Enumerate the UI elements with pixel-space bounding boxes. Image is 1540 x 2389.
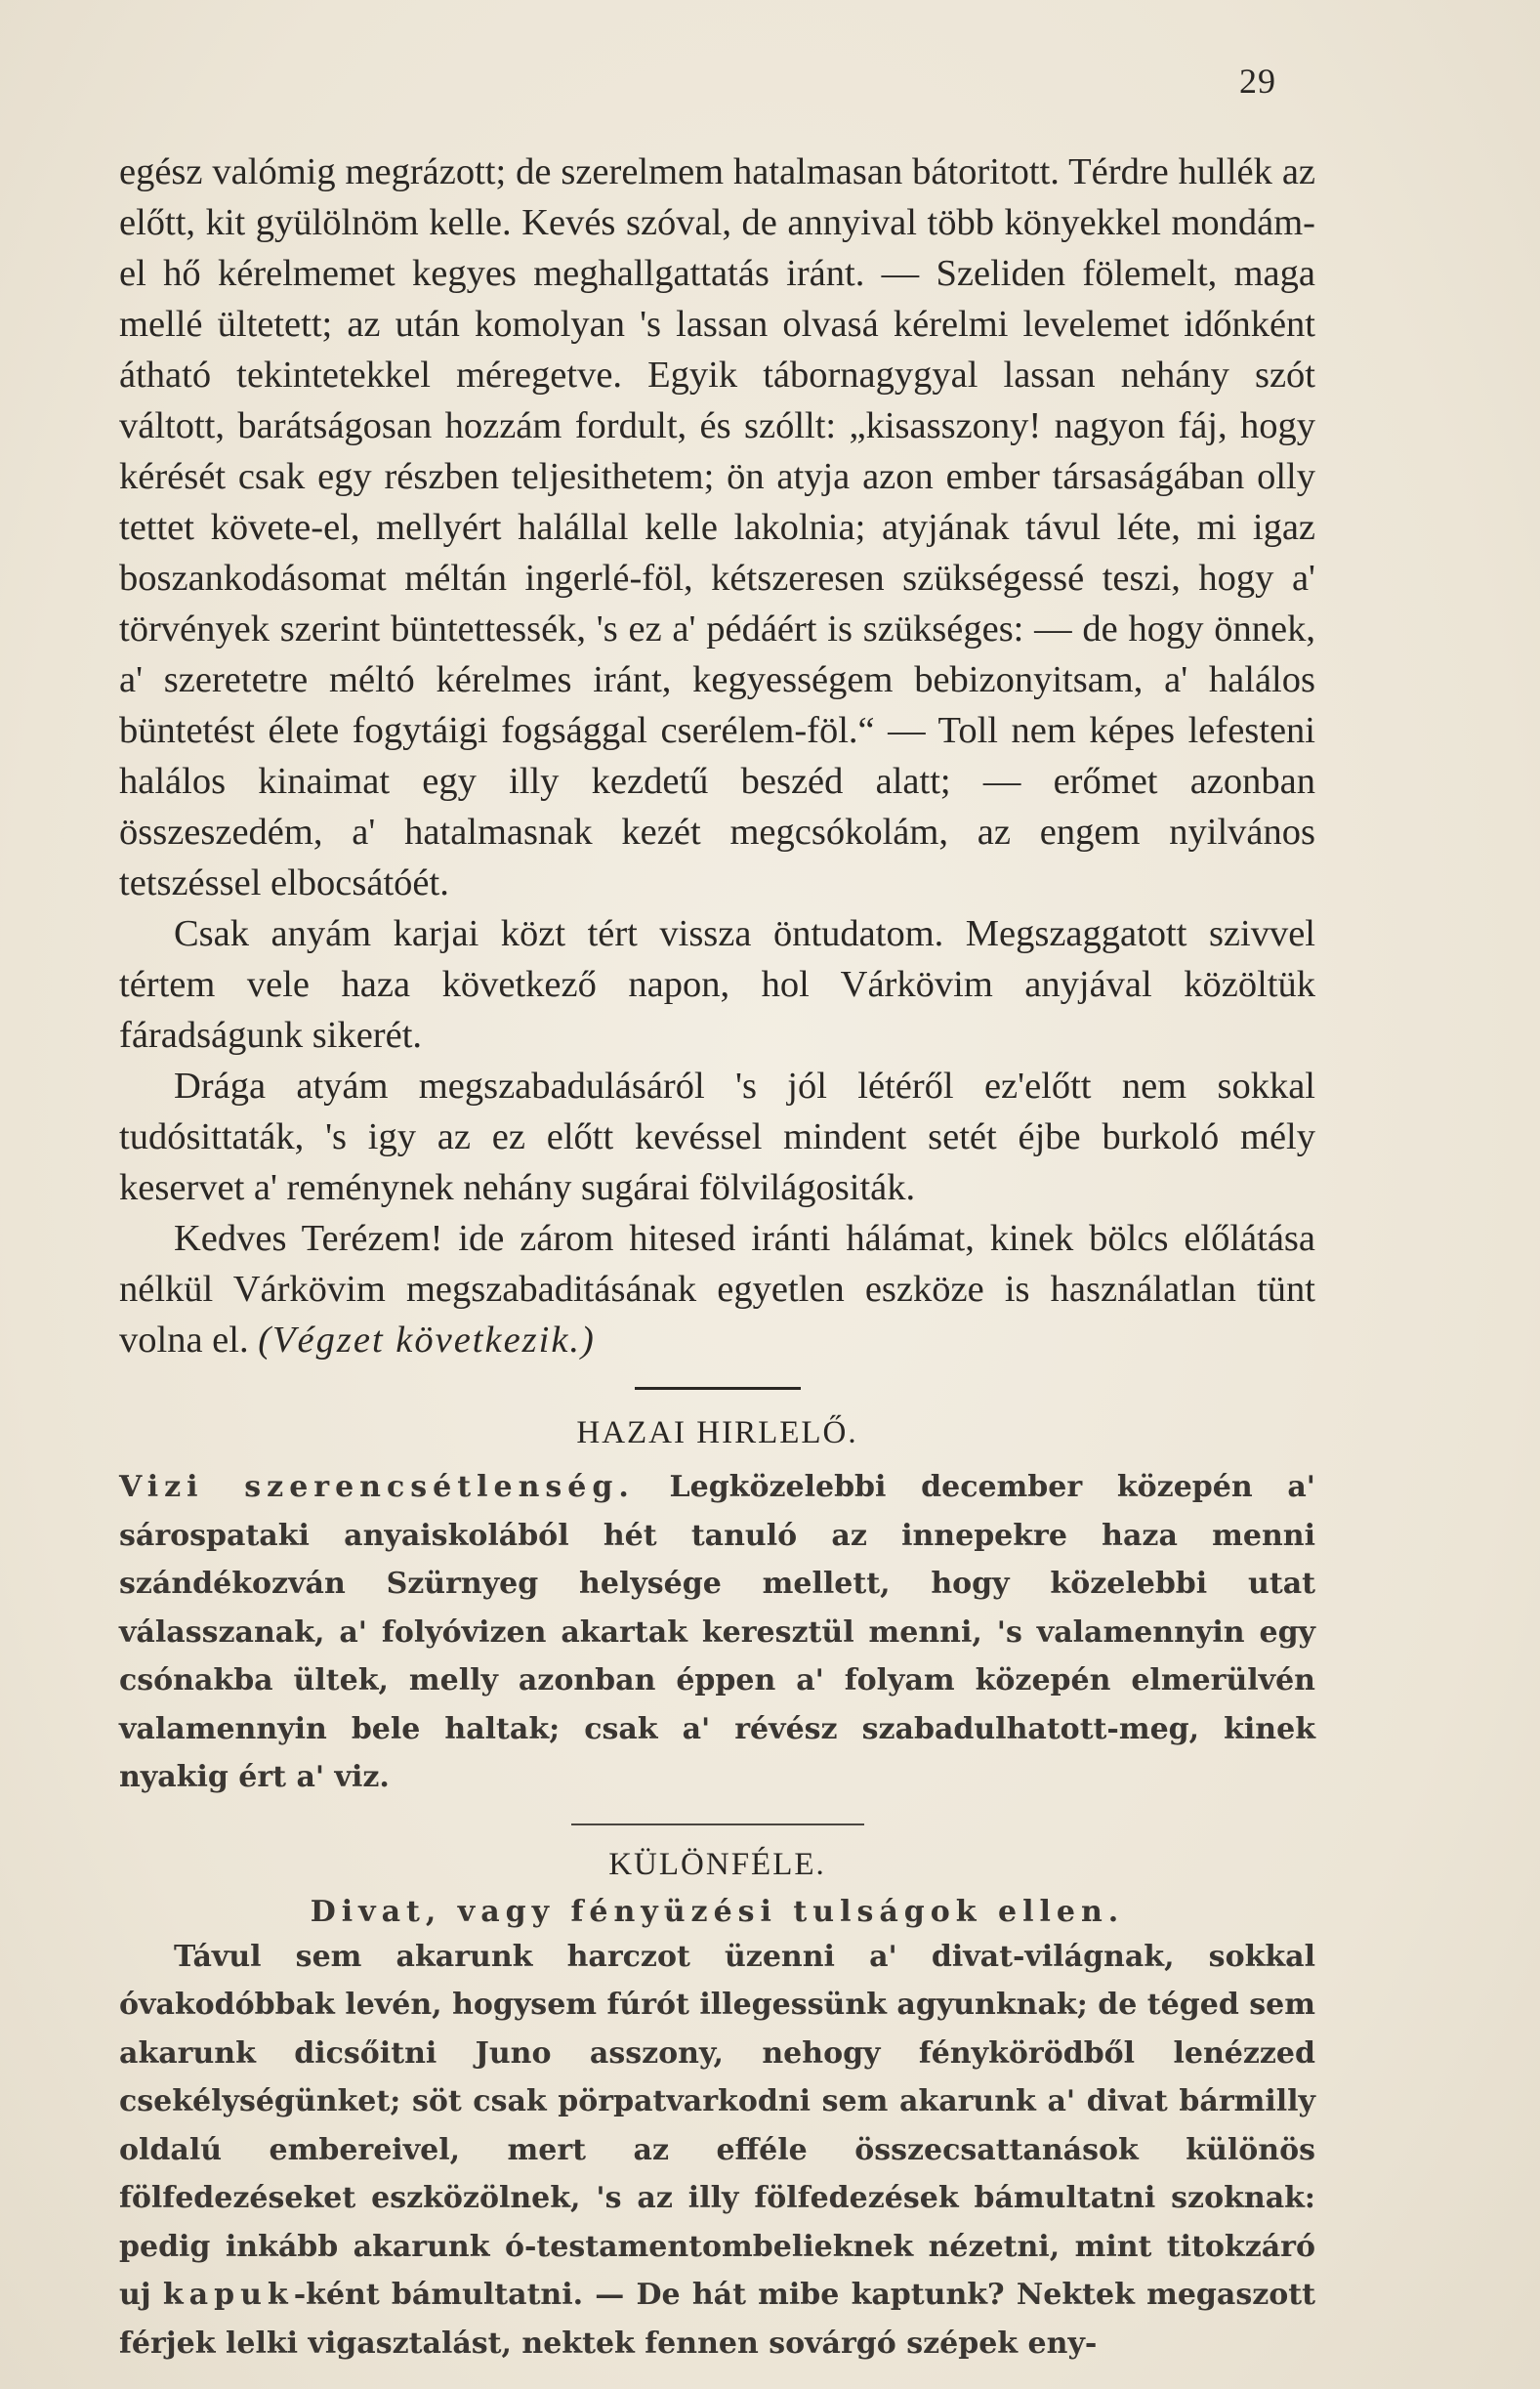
misc-subtitle: Divat, vagy fényüzési tulságok ellen. [310, 1894, 1125, 1929]
story-paragraph-4-text: Kedves Terézem! ide zárom hitesed iránti hálámat, kinek bölcs előlátása nélkül Várkövim megszabaditásának egyetlen eszköze is használatlan tünt volna el. [119, 1218, 1315, 1361]
misc-kapuk: kapuk [162, 2278, 294, 2312]
story-paragraph-2: Csak anyám karjai közt tért vissza öntudatom. Megszaggatott szivvel tértem vele haza következő napon, hol Várkövim anyjával közöltük fáradságunk sikerét. [119, 913, 1315, 1056]
news-paragraph [119, 1463, 1315, 1802]
misc-paragraph [119, 1933, 1315, 2368]
news-lead: Vizi szerencsétlenség. [119, 1470, 635, 1504]
story-paragraph-3: Drága atyám megszabadulásáról 's jól létéről ez'előtt nem sokkal tudósittaták, 's igy az ez előtt kevéssel mindent setét éjbe burkoló mély keservet a' reménynek nehány sugárai fölvilágositák. [119, 1066, 1315, 1208]
news-text: Legközelebbi december közepén a' sárospataki anyaiskolából hét tanuló az innepekre haza menni szándékozván Szürnyeg helysége mellett, hogy közelebbi utat válasszanak, a' folyóvizen akartak keresztül menni, 's valamennyin egy csónakba ültek, melly azonban éppen a' folyam közepén elmerülvén valamennyin bele haltak; csak a' révész szabadulhatott-meg, kinek nyakig ért a' viz. [119, 1470, 1315, 1794]
misc-text-a: Távul sem akarunk harczot üzenni a' divat-világnak, sokkal óvakodóbbak levén, hogysem fúrót illegessünk agyunknak; de téged sem akarunk dicsőitni Juno asszony, nehogy fénykörödből lenézzed csekélységünket; söt csak pörpatvarkodni sem akarunk a' divat bármilly oldalú embereivel, mert az efféle összecsattanások különös fölfedezéseket eszközölnek, 's az illy fölfedezések bámultatni szoknak: pedig inkább akarunk ó-testamentombelieknek nézetni, mint titokzáró uj [119, 1939, 1315, 2312]
section-divider-2 [571, 1823, 864, 1825]
news-section-title: HAZAI HIRLELŐ. [576, 1415, 858, 1450]
page-number: 29 [1239, 62, 1276, 101]
misc-section-title: KÜLÖNFÉLE. [608, 1846, 826, 1882]
misc-text-b: -ként bámultatni. — De hát mibe kaptunk? Nektek megaszott férjek lelki vigasztalást, nektek fennen sovárgó szépek eny- [119, 2278, 1315, 2361]
continuation-note: (Végzet következik.) [258, 1320, 596, 1361]
section-divider [635, 1387, 801, 1390]
body-text [119, 147, 1315, 2368]
story-paragraph-4 [119, 1213, 1315, 1365]
story-paragraph-1: egész valómig megrázott; de szerelmem hatalmasan bátoritott. Térdre hullék az előtt, kit gyülölnöm kelle. Kevés szóval, de annyival több könyekkel mondám-el hő kérelmemet kegyes meghallgattatás iránt. — Szeliden fölemelt, maga mellé ültetett; az után komolyan 's lassan olvasá kérelmi levelemet időnként átható tekintetekkel méregetve. Egyik tábornagygyal lassan nehány szót váltott, barátságosan hozzám fordult, és szóllt: „kisasszony! nagyon fáj, hogy kérését csak egy részben teljesithetem; ön atyja azon ember társaságában olly tettet követe-el, mellyért halállal kelle lakolnia; atyjának távul léte, mi igaz boszankodásomat méltán ingerlé-föl, kétszeresen szükségessé teszi, hogy a' törvények szerint büntettessék, 's ez a' pédáért is szükséges: — de hogy önnek, a' szeretetre méltó kérelmes iránt, kegyességem bebizonyitsam, a' halálos büntetést élete fogytáigi fogsággal cserélem-föl.“ — Toll nem képes lefesteni halálos kinaimat egy illy kezdetű beszéd alatt; — erőmet azonban összeszedém, a' hatalmasnak kezét megcsókolám, az engem nyilvános tetszéssel elbocsátóét. [119, 151, 1315, 903]
